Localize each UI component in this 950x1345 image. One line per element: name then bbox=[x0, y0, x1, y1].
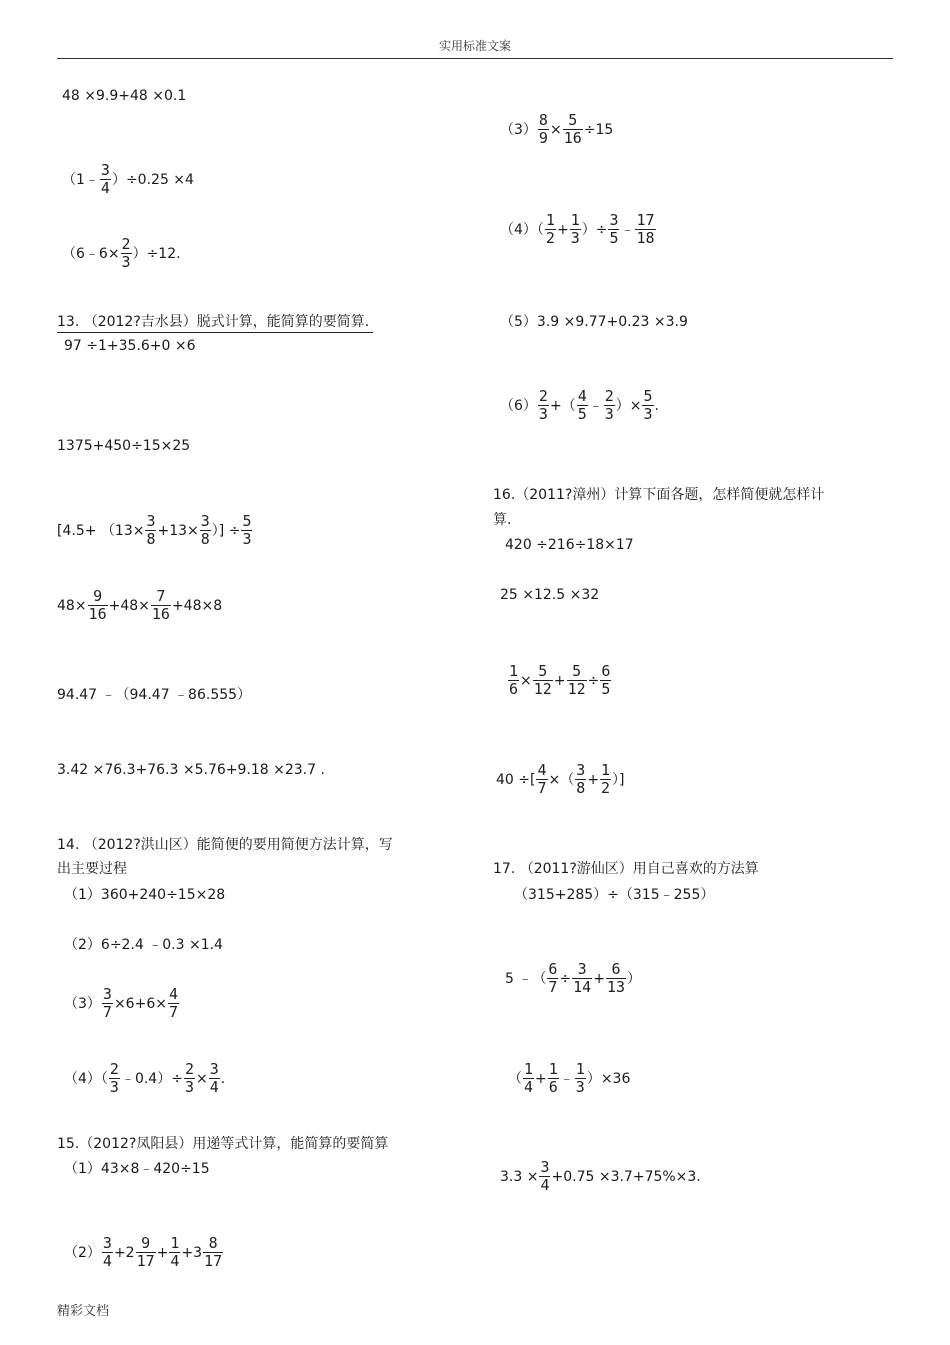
q15-title: 15.（2012?凤阳县）用递等式计算，能简算的要简算 bbox=[57, 1136, 389, 1152]
fraction: $\frac{4}{7}$ bbox=[168, 985, 178, 1021]
fraction: $\frac{5}{3}$ bbox=[643, 387, 653, 423]
fraction: $\frac{3}{4}$ bbox=[209, 1060, 219, 1096]
q13-expr-3: [4.5+ （13× $\frac{3}{8}$ +13× $\frac{3}{8}$ ）] ÷ $\frac{5}{3}$ bbox=[57, 512, 252, 548]
q14-expr-1: （1）360+240÷15×28 bbox=[64, 887, 226, 903]
page-header: 实用标准文案 bbox=[438, 39, 511, 53]
fraction: $\frac{6}{7}$ bbox=[548, 960, 558, 996]
fraction: $\frac{9}{17}$ bbox=[136, 1234, 155, 1270]
q17-expr-4: 3.3 × $\frac{3}{4}$ +0.75 ×3.7+75%×3. bbox=[500, 1158, 701, 1194]
q16-expr-4: 40 ÷[ $\frac{4}{7}$ ×（ $\frac{3}{8}$ + $\frac{1}{2}$ ）] bbox=[496, 761, 625, 797]
q17-title: 17. （2011?游仙区）用自己喜欢的方法算 bbox=[493, 861, 759, 877]
fraction: $\frac{1}{3}$ bbox=[570, 211, 580, 247]
q17-expr-3: （ $\frac{1}{4}$ + $\frac{1}{6}$ ﹣ $\frac{1}{3}$ ）×36 bbox=[508, 1060, 631, 1096]
q15-expr-2: （2） $\frac{3}{4}$ +2 $\frac{9}{17}$ + $\frac{1}{4}$ +3 $\frac{8}{17}$ bbox=[64, 1234, 223, 1270]
fraction: $\frac{3}{4}$ bbox=[102, 1234, 112, 1270]
q16-title-1: 16.（2011?漳州）计算下面各题，怎样简便就怎样计 bbox=[493, 487, 825, 503]
header-rule bbox=[57, 58, 893, 59]
expr-l3: （6﹣6× $\frac{2}{3}$ ）÷12. bbox=[62, 235, 181, 271]
q13-expr-6: 3.42 ×76.3+76.3 ×5.76+9.18 ×23.7 . bbox=[57, 762, 325, 778]
fraction: $\frac{2}{3}$ bbox=[109, 1060, 119, 1096]
fraction: $\frac{5}{12}$ bbox=[567, 662, 586, 698]
q16-title-2: 算. bbox=[493, 512, 512, 528]
q13-title: 13. （2012?吉水县）脱式计算，能简算的要简算. bbox=[57, 315, 373, 333]
fraction: $\frac{3}{8}$ bbox=[576, 761, 586, 797]
fraction: $\frac{3}{4}$ bbox=[100, 161, 110, 197]
q14-title-1: 14. （2012?洪山区）能简便的要用简便方法计算，写 bbox=[57, 837, 393, 853]
fraction: $\frac{4}{7}$ bbox=[537, 761, 547, 797]
fraction: $\frac{1}{2}$ bbox=[601, 761, 611, 797]
q15-expr-6: （6） $\frac{2}{3}$ +（ $\frac{4}{5}$ ﹣ $\frac{2}{3}$ ）× $\frac{5}{3}$ . bbox=[500, 387, 659, 423]
q15-expr-5: （5）3.9 ×9.77+0.23 ×3.9 bbox=[500, 314, 688, 330]
fraction: $\frac{1}{6}$ bbox=[509, 662, 519, 698]
fraction: $\frac{3}{4}$ bbox=[540, 1158, 550, 1194]
q14-expr-2: （2）6÷2.4 ﹣0.3 ×1.4 bbox=[64, 937, 223, 953]
q13-expr-5: 94.47 ﹣（94.47 ﹣86.555） bbox=[57, 687, 252, 703]
fraction: $\frac{8}{17}$ bbox=[204, 1234, 223, 1270]
q17-expr-1: （315+285）÷（315﹣255） bbox=[514, 887, 715, 903]
fraction: $\frac{2}{3}$ bbox=[121, 235, 131, 271]
fraction: $\frac{5}{12}$ bbox=[533, 662, 552, 698]
fraction: $\frac{7}{16}$ bbox=[151, 587, 170, 623]
q13-expr-4: 48× $\frac{9}{16}$ +48× $\frac{7}{16}$ +48×8 bbox=[57, 587, 223, 623]
expr-l1: 48 ×9.9+48 ×0.1 bbox=[62, 88, 187, 104]
q15-expr-1: （1）43×8﹣420÷15 bbox=[64, 1161, 210, 1177]
q14-expr-4: （4）（ $\frac{2}{3}$ ﹣0.4）÷ $\frac{2}{3}$ × $\frac{3}{4}$ . bbox=[64, 1060, 226, 1096]
fraction: $\frac{2}{3}$ bbox=[604, 387, 614, 423]
q16-expr-2: 25 ×12.5 ×32 bbox=[500, 587, 600, 603]
fraction: $\frac{5}{3}$ bbox=[242, 512, 252, 548]
q14-expr-3: （3） $\frac{3}{7}$ ×6+6× $\frac{4}{7}$ bbox=[64, 985, 178, 1021]
q17-expr-2: 5 ﹣（ $\frac{6}{7}$ ÷ $\frac{3}{14}$ + $\frac{6}{13}$ ） bbox=[505, 960, 641, 996]
fraction: $\frac{3}{14}$ bbox=[573, 960, 592, 996]
fraction: $\frac{17}{18}$ bbox=[636, 211, 655, 247]
q15-expr-4: （4）（ $\frac{1}{2}$ + $\frac{1}{3}$ ）÷ $\frac{3}{5}$ ﹣ $\frac{17}{18}$ bbox=[500, 211, 655, 247]
fraction: $\frac{6}{5}$ bbox=[601, 662, 611, 698]
expr-l2: （1﹣ $\frac{3}{4}$ ）÷0.25 ×4 bbox=[62, 161, 194, 197]
q15-expr-3: （3） $\frac{8}{9}$ × $\frac{5}{16}$ ÷15 bbox=[500, 111, 614, 147]
fraction: $\frac{8}{9}$ bbox=[538, 111, 548, 147]
fraction: $\frac{2}{3}$ bbox=[184, 1060, 194, 1096]
fraction: $\frac{3}{5}$ bbox=[609, 211, 619, 247]
fraction: $\frac{1}{4}$ bbox=[524, 1060, 534, 1096]
fraction: $\frac{5}{16}$ bbox=[563, 111, 582, 147]
fraction: $\frac{3}{7}$ bbox=[102, 985, 112, 1021]
fraction: $\frac{1}{4}$ bbox=[170, 1234, 180, 1270]
q16-expr-1: 420 ÷216÷18×17 bbox=[505, 537, 634, 553]
fraction: $\frac{3}{8}$ bbox=[146, 512, 156, 548]
q16-expr-3: $\frac{1}{6}$ × $\frac{5}{12}$ + $\frac{5}{12}$ ÷ $\frac{6}{5}$ bbox=[509, 662, 611, 698]
fraction: $\frac{2}{3}$ bbox=[538, 387, 548, 423]
q13-expr-2: 1375+450÷15×25 bbox=[57, 438, 191, 454]
fraction: $\frac{6}{13}$ bbox=[606, 960, 625, 996]
page-footer: 精彩文档 bbox=[57, 1304, 110, 1319]
fraction: $\frac{1}{6}$ bbox=[548, 1060, 558, 1096]
fraction: $\frac{1}{2}$ bbox=[545, 211, 555, 247]
q13-expr-1: 97 ÷1+35.6+0 ×6 bbox=[64, 338, 196, 354]
q14-title-2: 出主要过程 bbox=[57, 861, 127, 877]
fraction: $\frac{9}{16}$ bbox=[88, 587, 107, 623]
fraction: $\frac{1}{3}$ bbox=[575, 1060, 585, 1096]
fraction: $\frac{4}{5}$ bbox=[577, 387, 587, 423]
fraction: $\frac{3}{8}$ bbox=[200, 512, 210, 548]
